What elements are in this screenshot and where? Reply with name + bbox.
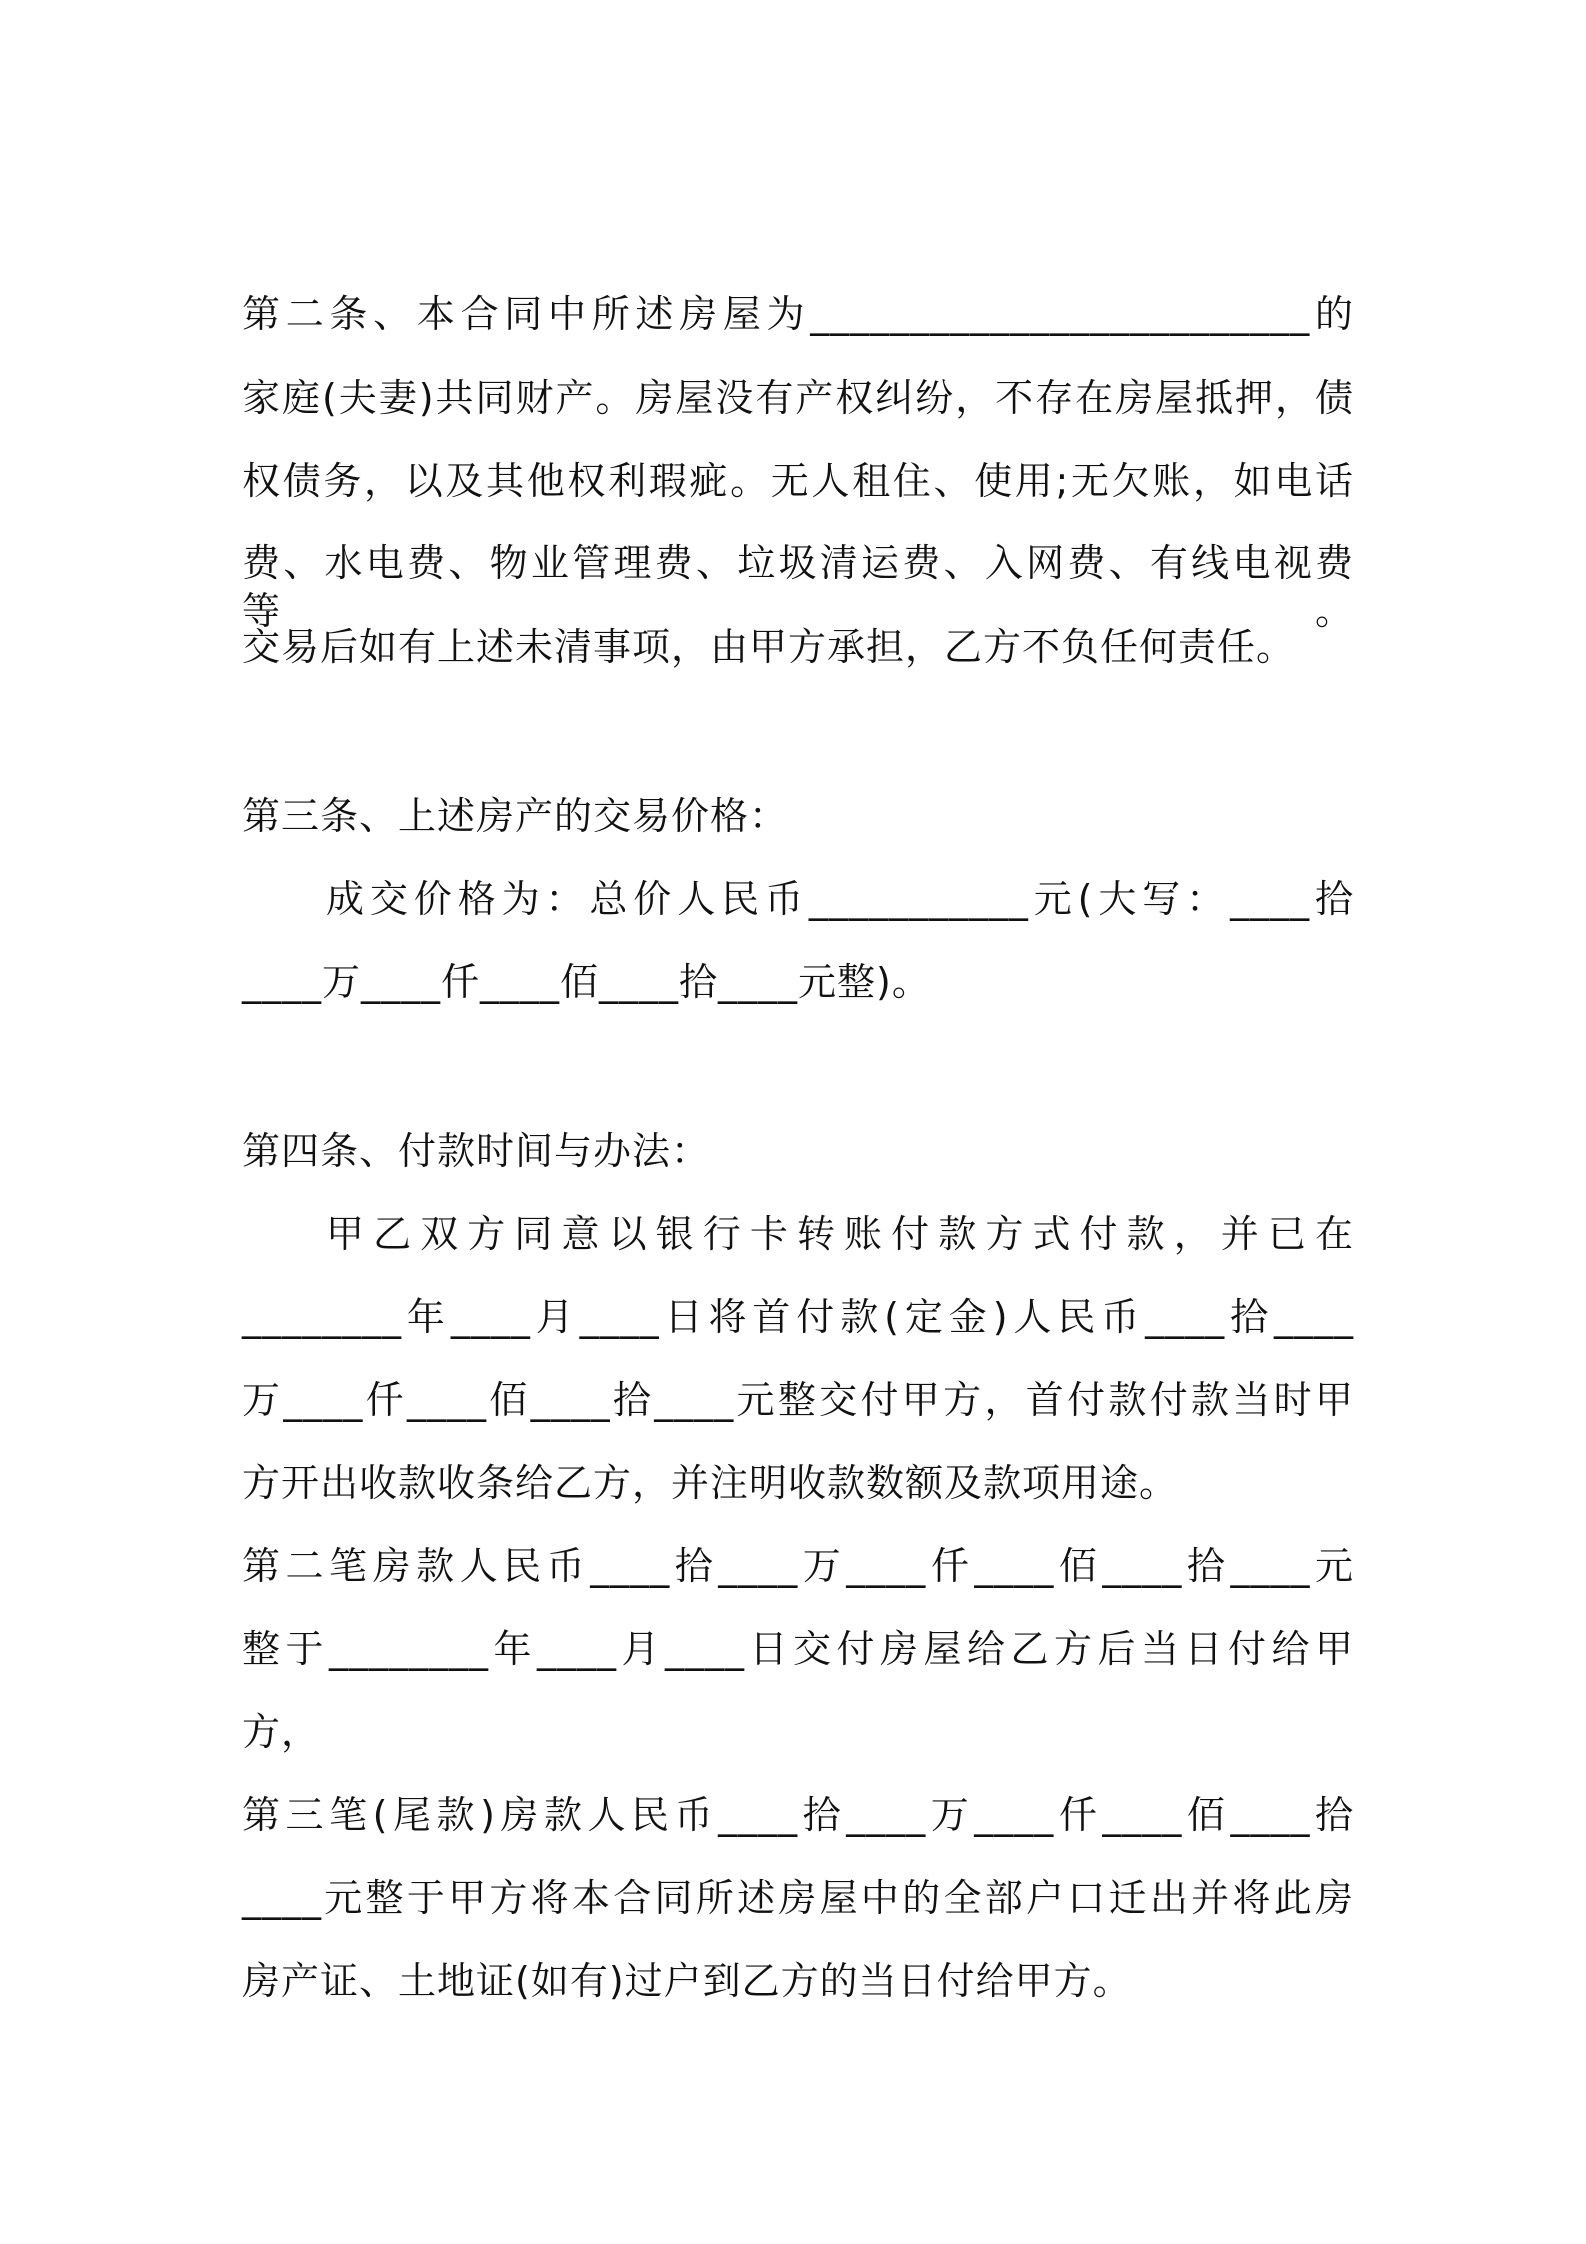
article2-line-1: 第二条、本合同中所述房屋为_________________________的 [242,292,1354,336]
article4-line-8: 第三笔(尾款)房款人民币____拾____万____仟____佰____拾 [242,1793,1354,1837]
article2-line-2: 家庭(夫妻)共同财产。房屋没有产权纠纷，不存在房屋抵押，债 [242,376,1354,420]
article4-line-5: 第二笔房款人民币____拾____万____仟____佰____拾____元 [242,1544,1354,1588]
article4-heading: 第四条、付款时间与办法： [242,1129,711,1173]
article3-heading: 第三条、上述房产的交易价格： [242,794,789,838]
article4-line-9: ____元整于甲方将本合同所述房屋中的全部户口迁出并将此房 [242,1876,1354,1920]
article2-line-3: 权债务，以及其他权利瑕疵。无人租住、使用;无欠账，如电话 [242,459,1354,503]
article3-line-2: ____万____仟____佰____拾____元整)。 [242,960,931,1004]
article2-line-4: 费、水电费、物业管理费、垃圾清运费、入网费、有线电视费等。 [242,541,1354,633]
article4-line-1: 甲乙双方同意以银行卡转账付款方式付款，并已在 [326,1212,1354,1256]
article4-line-2: ________年____月____日将首付款(定金)人民币____拾____ [242,1295,1354,1339]
article4-line-3: 万____仟____佰____拾____元整交付甲方，首付款付款当时甲 [242,1378,1354,1422]
article4-line-7: 方， [242,1710,321,1754]
article2-line-5: 交易后如有上述未清事项，由甲方承担，乙方不负任何责任。 [242,625,1296,669]
article4-line-6: 整于________年____月____日交付房屋给乙方后当日付给甲 [242,1627,1354,1671]
article3-line-1: 成交价格为：总价人民币___________元(大写：____拾 [326,877,1354,921]
article4-line-10: 房产证、土地证(如有)过户到乙方的当日付给甲方。 [242,1959,1132,2003]
article4-line-4: 方开出收款收条给乙方，并注明收款数额及款项用途。 [242,1461,1179,1505]
